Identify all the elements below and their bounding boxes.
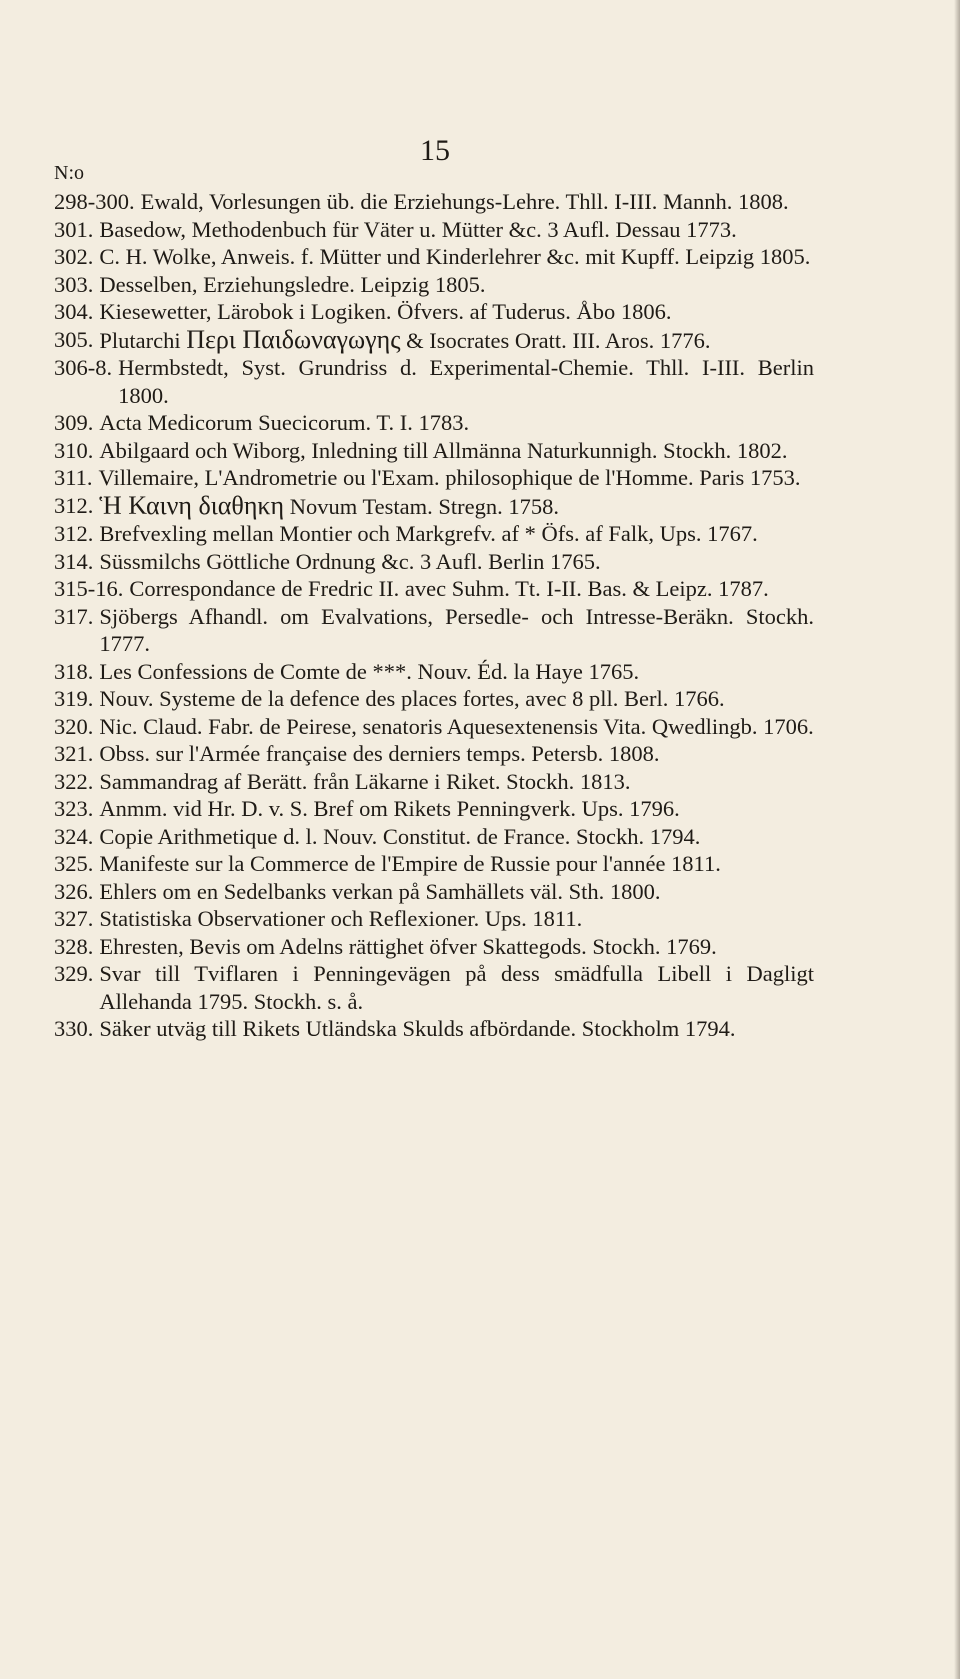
catalogue-entry — [54, 298, 814, 326]
entry-author: Hermbstedt, — [118, 355, 229, 380]
entry-text — [99, 243, 814, 271]
entry-text — [99, 933, 814, 961]
entry-details: Göttliche Ordnung &c. 3 Aufl. Berlin 1765. — [206, 548, 601, 574]
entry-text — [99, 658, 814, 686]
entry-text — [99, 878, 814, 906]
entry-details: Anmm. vid Hr. D. v. S. Bref om Rikets Penningverk. Ups. 1796. — [99, 796, 680, 821]
entry-author: Ewald, — [140, 189, 204, 214]
entry-details: Inledning till Allmänna Naturkunnigh. Stockh. 1802. — [311, 437, 788, 463]
entry-number: 303. — [54, 271, 94, 297]
entry-details: Acta Medicorum Suecicorum. T. I. 1783. — [99, 410, 470, 435]
entry-number: 326. — [54, 878, 94, 904]
entry-author: Ehresten, — [99, 933, 184, 959]
catalogue-entry — [54, 520, 814, 548]
entry-number: 304. — [54, 299, 94, 324]
catalogue-entry — [54, 216, 814, 244]
entry-number: 330. — [54, 1016, 94, 1041]
entry-details: Correspondance de Fredric II. avec Suhm. Tt. I-II. Bas. & Leipz. 1787. — [129, 576, 769, 601]
catalogue-entry — [54, 354, 814, 409]
entry-number: 319. — [54, 686, 94, 711]
entry-number: 327. — [54, 906, 94, 931]
entry-text — [129, 575, 814, 603]
entry-author: Desselben, — [99, 271, 198, 297]
entry-text — [118, 354, 814, 409]
catalogue-entry — [54, 768, 814, 796]
entry-text — [99, 437, 814, 465]
entry-author: Plutarchi — [99, 327, 181, 353]
entry-number: 306-8. — [54, 355, 113, 380]
entry-number: 302. — [54, 244, 94, 269]
entry-greek-title: Ἡ Καινη διαθηκη — [99, 490, 285, 520]
entry-number: 320. — [54, 713, 94, 739]
entry-details: Syst. Grundriss d. Experimental-Chemie. Thll. I-III. Berlin 1800. — [118, 355, 814, 408]
entry-number: 298-300. — [54, 189, 135, 214]
catalogue-entry — [54, 243, 814, 271]
page-edge-shadow — [954, 0, 960, 1679]
entry-text — [99, 603, 814, 658]
entry-author: Ehlers — [99, 878, 157, 904]
catalogue-entries — [54, 188, 814, 1043]
catalogue-entry — [54, 740, 814, 768]
catalogue-entry — [54, 575, 814, 603]
entry-text — [99, 713, 814, 741]
entry-text — [99, 409, 814, 437]
entry-text — [99, 768, 814, 796]
entry-text — [141, 188, 814, 216]
catalogue-entry — [54, 850, 814, 878]
entry-text — [99, 464, 814, 492]
entry-details: Säker utväg till Rikets Utländska Skulds afbördande. Stockholm 1794. — [99, 1016, 736, 1041]
entry-number: 324. — [54, 823, 94, 849]
entry-text — [99, 492, 814, 521]
entry-details: Anweis. f. Mütter und Kinderlehrer &c. mit Kupff. Leipzig 1805. — [220, 244, 811, 269]
entry-text — [99, 1015, 814, 1043]
entry-number: 317. — [54, 603, 94, 629]
entry-text — [99, 823, 814, 851]
entry-number: 322. — [54, 768, 94, 794]
entry-details: L'Andrometrie ou l'Exam. philosophique de l'Homme. Paris 1753. — [204, 465, 801, 490]
catalogue-entry — [54, 492, 814, 521]
entry-number: 312. — [54, 492, 94, 518]
catalogue-entry — [54, 795, 814, 823]
catalogue-entry — [54, 271, 814, 299]
catalogue-entry — [54, 1015, 814, 1043]
entry-number: 329. — [54, 961, 94, 986]
catalogue-entry — [54, 823, 814, 851]
catalogue-entry — [54, 933, 814, 961]
entry-number: 321. — [54, 741, 94, 766]
catalogue-entry — [54, 960, 814, 1015]
entry-details: & Isocrates Oratt. III. Aros. 1776. — [406, 327, 711, 353]
entry-text — [99, 298, 814, 326]
entry-author: Kiesewetter, — [99, 299, 212, 324]
catalogue-entry — [54, 409, 814, 437]
entry-number: 323. — [54, 796, 94, 821]
catalogue-entry — [54, 905, 814, 933]
entry-greek-title: Περι Παιδωναγωγης — [186, 324, 401, 354]
entry-number: 309. — [54, 410, 94, 435]
entry-number: 301. — [54, 216, 94, 242]
entry-details: Methodenbuch für Väter u. Mütter &c. 3 Aufl. Dessau 1773. — [191, 216, 737, 242]
entry-author: Villemaire, — [98, 465, 200, 490]
entry-text — [99, 548, 814, 576]
entry-details: Brefvexling mellan Montier och Markgrefv. af * Öfs. af Falk, Ups. 1767. — [99, 521, 758, 546]
entry-text — [99, 326, 814, 355]
catalogue-entry — [54, 878, 814, 906]
entry-text — [99, 216, 814, 244]
entry-details: Les Confessions de Comte de ***. Nouv. Éd. la Haye 1765. — [99, 658, 640, 684]
entry-details: Sammandrag af Berätt. från Läkarne i Riket. Stockh. 1813. — [99, 768, 631, 794]
entry-author: Süssmilchs — [99, 548, 201, 574]
catalogue-entry — [54, 464, 814, 492]
entry-details: Svar till Tviflaren i Penningevägen på dess smädfulla Libell i Dagligt Allehanda 1795. Stockh. s. å. — [99, 961, 814, 1014]
entry-details: Nic. Claud. Fabr. de Peirese, senatoris Aquesextenensis Vita. Qwedlingb. 1706. — [99, 713, 814, 739]
entry-number: 314. — [54, 548, 94, 574]
entry-details: Lärobok i Logiken. Öfvers. af Tuderus. Åbo 1806. — [217, 299, 672, 324]
entry-author: C. H. Wolke, — [99, 244, 217, 269]
entry-number: 315-16. — [54, 576, 124, 601]
entry-details: Nouv. Systeme de la defence des places fortes, avec 8 pll. Berl. 1766. — [99, 686, 725, 711]
catalogue-entry — [54, 713, 814, 741]
entry-number: 328. — [54, 933, 94, 959]
entry-details: Obss. sur l'Armée française des derniers temps. Petersb. 1808. — [99, 741, 660, 766]
number-column-label: N:o — [54, 162, 84, 184]
catalogue-entry — [54, 188, 814, 216]
catalogue-entry — [54, 603, 814, 658]
catalogue-entry — [54, 685, 814, 713]
entry-number: 325. — [54, 851, 94, 876]
entry-details: Erziehungsledre. Leipzig 1805. — [203, 271, 486, 297]
entry-author: Sjöbergs — [99, 603, 178, 629]
entry-details: Copie Arithmetique d. l. Nouv. Constitut. de France. Stockh. 1794. — [99, 823, 701, 849]
entry-details: Vorlesungen üb. die Erziehungs-Lehre. Thll. I-III. Mannh. 1808. — [208, 189, 789, 214]
entry-text — [99, 795, 814, 823]
entry-number: 311. — [54, 465, 93, 490]
catalogue-entry — [54, 437, 814, 465]
entry-details: Novum Testam. Stregn. 1758. — [289, 493, 559, 519]
entry-text — [99, 520, 814, 548]
entry-author: Basedow, — [99, 216, 187, 242]
entry-number: 305. — [54, 326, 94, 352]
catalogue-entry — [54, 548, 814, 576]
entry-details: om en Sedelbanks verkan på Samhällets väl. Sth. 1800. — [162, 878, 661, 904]
catalogue-entry — [54, 326, 814, 355]
entry-number: 312. — [54, 521, 94, 546]
entry-author: Abilgaard och Wiborg, — [99, 437, 306, 463]
entry-number: 318. — [54, 658, 94, 684]
entry-text — [99, 905, 814, 933]
entry-number: 310. — [54, 437, 94, 463]
entry-details: Manifeste sur la Commerce de l'Empire de Russie pour l'année 1811. — [99, 851, 721, 876]
entry-text — [99, 960, 814, 1015]
entry-details: Afhandl. om Evalvations, Persedle- och Intresse-Beräkn. Stockh. 1777. — [99, 603, 814, 656]
entry-text — [99, 685, 814, 713]
entry-text — [99, 740, 814, 768]
entry-text — [99, 850, 814, 878]
catalogue-entry — [54, 658, 814, 686]
page-number: 15 — [420, 134, 450, 167]
entry-details: Statistiska Observationer och Reflexioner. Ups. 1811. — [99, 906, 583, 931]
entry-details: Bevis om Adelns rättighet öfver Skattegods. Stockh. 1769. — [189, 933, 717, 959]
entry-text — [99, 271, 814, 299]
